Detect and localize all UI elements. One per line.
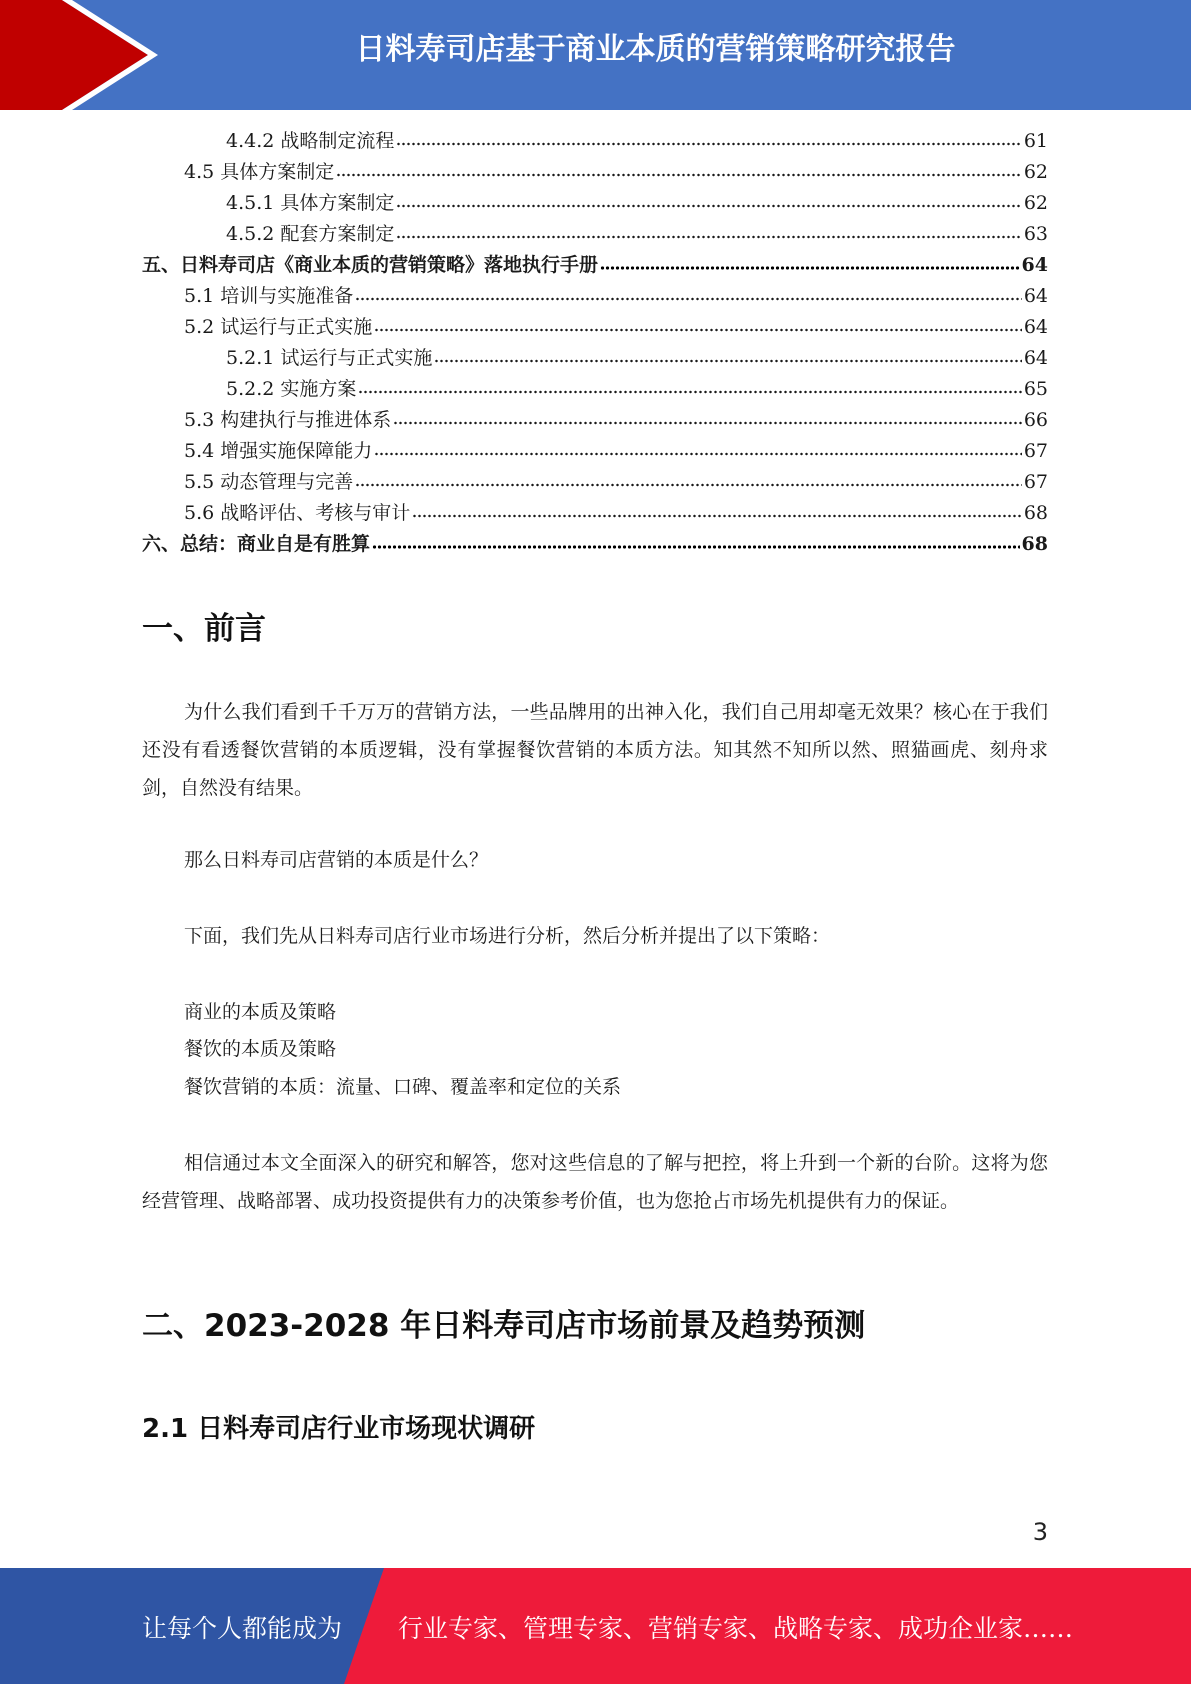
footer-slogan-left: 让每个人都能成为 [142,1614,343,1643]
toc-dot-leader [358,376,1021,394]
toc-dot-leader [600,252,1020,270]
toc-entry-page: 67 [1023,471,1048,493]
header-arrow-decoration [0,0,160,110]
header-title: 日料寿司店基于商业本质的营销策略研究报告 [355,32,956,67]
toc-entry[interactable] [142,157,1048,188]
toc-entry-page: 68 [1023,502,1048,524]
toc-dot-leader [336,159,1022,177]
preface-question: 那么日料寿司店营销的本质是什么？ [184,849,489,871]
toc-dot-leader [434,345,1021,363]
toc-entry[interactable] [142,529,1048,560]
section-heading-preface: 一、前言 [142,611,266,647]
toc-entry-page: 64 [1023,285,1048,307]
toc-entry-title: 4.5.2 配套方案制定 [226,223,395,245]
page-header [0,0,1191,110]
toc-entry-title: 5.5 动态管理与完善 [184,471,354,493]
toc-entry-page: 66 [1023,409,1048,431]
toc-dot-leader [396,190,1021,208]
toc-entry-title: 六、总结：商业自是有胜算 [142,533,371,555]
table-of-contents [142,126,1048,560]
toc-entry-title: 5.2.2 实施方案 [226,378,357,400]
toc-entry-title: 5.4 增强实施保障能力 [184,440,373,462]
toc-entry-title: 5.2.1 试运行与正式实施 [226,347,433,369]
toc-entry[interactable] [142,374,1048,405]
toc-entry[interactable] [142,405,1048,436]
toc-dot-leader [374,314,1022,332]
toc-entry-title: 5.3 构建执行与推进体系 [184,409,392,431]
toc-entry-page: 63 [1023,223,1048,245]
toc-entry[interactable] [142,219,1048,250]
toc-entry[interactable] [142,188,1048,219]
toc-entry-page: 68 [1021,533,1048,555]
strategy-list-item: 餐饮营销的本质：流量、口碑、覆盖率和定位的关系 [184,1076,622,1098]
toc-dot-leader [372,531,1020,549]
strategy-list-item: 餐饮的本质及策略 [184,1038,337,1060]
preface-intro-line: 下面，我们先从日料寿司店行业市场进行分析，然后分析并提出了以下策略： [184,925,831,947]
toc-entry-page: 64 [1021,254,1048,276]
preface-paragraph-2: 相信通过本文全面深入的研究和解答，您对这些信息的了解与把控，将上升到一个新的台阶。这将为您经营管理、战略部署、成功投资提供有力的决策参考价值，也为您抢占市场先机提供有力的保证。 [142,1152,1048,1212]
toc-entry-page: 62 [1023,192,1048,214]
toc-dot-leader [396,221,1021,239]
toc-entry[interactable] [142,467,1048,498]
toc-entry[interactable] [142,498,1048,529]
toc-entry-page: 61 [1023,130,1048,152]
toc-entry[interactable] [142,126,1048,157]
toc-entry-title: 4.5.1 具体方案制定 [226,192,395,214]
toc-dot-leader [355,283,1022,301]
toc-entry[interactable] [142,281,1048,312]
toc-dot-leader [355,469,1022,487]
toc-entry-page: 65 [1023,378,1048,400]
toc-dot-leader [412,500,1022,518]
toc-entry-title: 4.4.2 战略制定流程 [226,130,395,152]
toc-entry-title: 5.1 培训与实施准备 [184,285,354,307]
strategy-list-item: 商业的本质及策略 [184,1001,337,1023]
page-footer [0,1568,1191,1684]
toc-entry[interactable] [142,436,1048,467]
toc-entry[interactable] [142,312,1048,343]
toc-entry-page: 62 [1023,161,1048,183]
page-number: 3 [1032,1518,1048,1546]
toc-dot-leader [396,128,1021,146]
toc-entry[interactable] [142,250,1048,281]
toc-entry-page: 67 [1023,440,1048,462]
footer-slogan-right: 行业专家、管理专家、营销专家、战略专家、成功企业家…… [398,1614,1074,1643]
toc-dot-leader [393,407,1022,425]
preface-paragraph-1: 为什么我们看到千千万万的营销方法，一些品牌用的出神入化，我们自己用却毫无效果？核心在于我们还没有看透餐饮营销的本质逻辑，没有掌握餐饮营销的本质方法。知其然不知所以然、照猫画虎、刻舟求剑，自然没有结果。 [142,701,1048,799]
toc-entry-title: 5.6 战略评估、考核与审计 [184,502,411,524]
section-heading-market: 二、2023-2028 年日料寿司店市场前景及趋势预测 [142,1308,866,1344]
toc-entry-title: 5.2 试运行与正式实施 [184,316,373,338]
toc-entry-title: 五、日料寿司店《商业本质的营销策略》落地执行手册 [142,254,599,276]
toc-dot-leader [374,438,1022,456]
toc-entry-title: 4.5 具体方案制定 [184,161,335,183]
toc-entry[interactable] [142,343,1048,374]
toc-entry-page: 64 [1023,316,1048,338]
toc-entry-page: 64 [1023,347,1048,369]
subsection-heading: 2.1 日料寿司店行业市场现状调研 [142,1414,536,1444]
